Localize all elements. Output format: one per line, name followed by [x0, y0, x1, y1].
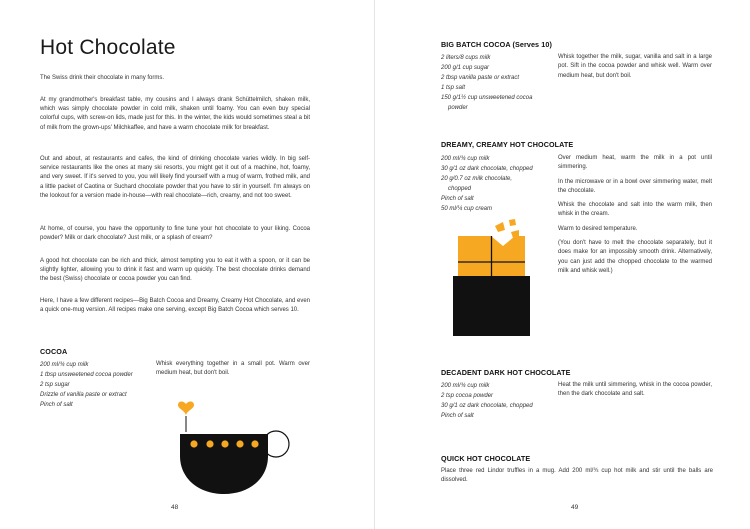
ingredient-line: 150 g/1½ cup unsweetened cocoa	[441, 95, 533, 101]
page-number-right: 49	[571, 504, 579, 511]
big-batch-ingredients	[441, 53, 532, 113]
intro-paragraph-3: Out and about, at restaurants and cafes, the kind of drinking chocolate varies wildly. In big self-service restaurants like the ones at many ski resorts, you might get it out of a machine, hot, foamy, and very sweet. If it's served to you, you will likely find yourself with a mug of warm, frothed milk, and a little packet of Caotina or Suchard chocolate powder that you have to stir in yourself. I'm always on the lookout for a version made in-house—with real chocolate—rich, creamy, and not too sweet.	[40, 156, 310, 199]
ingredient-line: 1 tbsp unsweetened cocoa powder	[40, 372, 133, 378]
ingredient-line: 30 g/1 oz dark chocolate, chopped	[441, 166, 533, 172]
method-step: (You don't have to melt the chocolate separately, but it does make for an impossibly smooth drink. Alternatively, you can just add the chopped chocolate to the warmed milk and whisk well.)	[558, 240, 712, 274]
method-step: In the microwave or in a bowl over simmering water, melt the chocolate.	[558, 178, 712, 194]
decadent-method: Heat the milk until simmering, whisk in the cocoa powder, then the dark chocolate and salt.	[558, 382, 712, 398]
dreamy-heading: DREAMY, CREAMY HOT CHOCOLATE	[441, 140, 574, 149]
ingredient-line: 50 ml/¼ cup cream	[441, 206, 493, 212]
intro-paragraph-2: At my grandmother's breakfast table, my cousins and I always drank Schüttelmilch, shaken milk, which was simply chocolate powder in cold milk, shaken until foamy. You can even buy special colorful cups, with screw-on lids, made just for this. In the winter, the kids would sometimes steal a bit of milk from the grown-ups' Milchkaffee, and have a warm chocolate milk for breakfast.	[40, 97, 310, 131]
ingredient-line: 30 g/1 oz dark chocolate, chopped	[441, 403, 533, 409]
page-number-left: 48	[171, 504, 179, 511]
big-batch-heading: BIG BATCH COCOA (Serves 10)	[441, 40, 552, 49]
ingredient-line: 20 g/0.7 oz milk chocolate,	[441, 176, 513, 182]
ingredient-line: powder	[448, 105, 468, 111]
ingredient-line: 2 tsp cocoa powder	[441, 393, 494, 399]
ingredient-line: 2 liters/8 cups milk	[441, 55, 491, 61]
ingredient-line: 2 tbsp vanilla paste or extract	[441, 75, 520, 81]
method-step: Warm to desired temperature.	[558, 225, 638, 232]
decadent-heading: DECADENT DARK HOT CHOCOLATE	[441, 368, 571, 377]
ingredient-line: Pinch of salt	[40, 402, 73, 408]
intro-paragraph-4: At home, of course, you have the opportunity to fine tune your hot chocolate to your liking. Cocoa powder? Milk or dark chocolate? Just milk, or a splash of cream?	[40, 226, 310, 242]
decadent-ingredients	[441, 381, 533, 421]
cocoa-ingredients	[40, 360, 133, 410]
quick-heading: QUICK HOT CHOCOLATE	[441, 454, 531, 463]
ingredient-line: 1 tsp salt	[441, 85, 466, 91]
intro-paragraph-1: The Swiss drink their chocolate in many forms.	[40, 75, 165, 81]
ingredient-line: Drizzle of vanilla paste or extract	[40, 392, 127, 398]
ingredient-line: 200 ml/¾ cup milk	[441, 383, 490, 389]
ingredient-line: chopped	[448, 186, 472, 192]
ingredient-line: 200 g/1 cup sugar	[441, 65, 490, 71]
ingredient-line: Pinch of salt	[441, 196, 474, 202]
ingredient-line: Pinch of salt	[441, 413, 474, 419]
intro-paragraph-5: A good hot chocolate can be rich and thick, almost tempting you to eat it with a spoon, or it can be slightly lighter, allowing you to drink it fast and warm up quickly. The best chocolate drinks demand the best (Swiss) chocolate or cocoa powder you can find.	[40, 258, 310, 283]
ingredient-line: 2 tsp sugar	[40, 382, 70, 388]
ingredient-line: 200 ml/¾ cup milk	[40, 362, 89, 368]
quick-text: Place three red Lindor truffles in a mug. Add 200 ml/¾ cup hot milk and stir until the balls are dissolved.	[441, 468, 713, 484]
cocoa-heading: COCOA	[40, 347, 68, 356]
page-title: Hot Chocolate	[40, 36, 176, 59]
big-batch-method: Whisk together the milk, sugar, vanilla and salt in a large pot. Sift in the cocoa powder and whisk well. Warm over medium heat, but don't boil.	[558, 54, 712, 79]
dreamy-method	[558, 154, 712, 281]
method-step: Over medium heat, warm the milk in a pot until simmering.	[558, 155, 712, 171]
cocoa-method: Whisk everything together in a small pot. Warm over medium heat, but don't boil.	[156, 361, 310, 377]
right-page	[375, 0, 750, 529]
intro-paragraph-6: Here, I have a few different recipes—Big Batch Cocoa and Dreamy, Creamy Hot Chocolate, and even a quick one-mug version. All recipes make one serving, except Big Batch Cocoa which serves 10.	[40, 298, 310, 314]
chocolate-bar-illustration	[453, 218, 533, 338]
dreamy-ingredients	[441, 154, 533, 214]
mug-with-heart-illustration	[170, 398, 295, 498]
method-step: Whisk the chocolate and salt into the warm milk, then whisk in the cream.	[558, 202, 712, 218]
ingredient-line: 200 ml/¾ cup milk	[441, 156, 490, 162]
